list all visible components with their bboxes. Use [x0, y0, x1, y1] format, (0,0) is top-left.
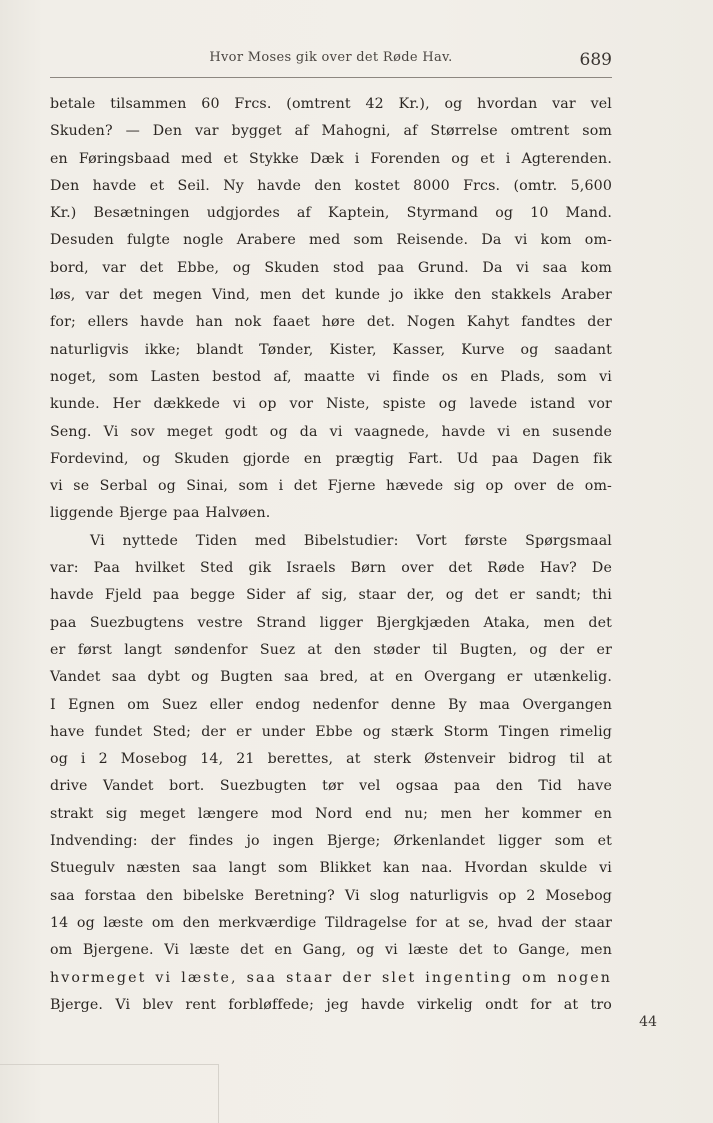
text-line: kunde. Her dækkede vi op vor Niste, spiste og lavede istand vor — [50, 396, 612, 413]
text-line: Desuden fulgte nogle Arabere med som Reisende. Da vi kom om- — [50, 232, 612, 249]
text-line: Vandet saa dybt og Bugten saa bred, at en Overgang er utænkelig. — [50, 669, 612, 686]
text-line: naturligvis ikke; blandt Tønder, Kister, Kasser, Kurve og saadant — [50, 341, 612, 358]
text-line: for; ellers havde han nok faaet høre det. Nogen Kahyt fandtes der — [50, 314, 612, 331]
text-line: Bjerge. Vi blev rent forbløffede; jeg havde virkelig ondt for at tro — [50, 996, 612, 1013]
text-line: Fordevind, og Skuden gjorde en prægtig Fart. Ud paa Dagen fik — [50, 450, 612, 467]
text-line: hvormeget vi læste, saa staar der slet ingenting om nogen — [50, 969, 612, 986]
body-text — [50, 91, 612, 1019]
text-line: var: Paa hvilket Sted gik Israels Børn over det Røde Hav? De — [50, 560, 612, 577]
header-rule — [50, 77, 612, 78]
text-line: have fundet Sted; der er under Ebbe og stærk Storm Tingen rimelig — [50, 723, 612, 740]
text-line: en Føringsbaad med et Stykke Dæk i Forenden og et i Agterenden. — [50, 150, 612, 167]
text-line: I Egnen om Suez eller endog nedenfor denne By maa Overgangen — [50, 696, 612, 713]
text-line: drive Vandet bort. Suezbugten tør vel ogsaa paa den Tid have — [50, 778, 612, 795]
text-line: saa forstaa den bibelske Beretning? Vi slog naturligvis op 2 Mosebog — [50, 887, 612, 904]
scan-artifact-line — [0, 1064, 218, 1065]
page-number: 689 — [579, 50, 612, 70]
text-line: strakt sig meget længere mod Nord end nu; men her kommer en — [50, 805, 612, 822]
signature-mark: 44 — [639, 1014, 657, 1030]
text-line: og i 2 Mosebog 14, 21 berettes, at sterk Østenveir bidrog til at — [50, 751, 612, 768]
text-line: vi se Serbal og Sinai, som i det Fjerne hævede sig op over de om- — [50, 478, 612, 495]
text-line: Kr.) Besætningen udgjordes af Kaptein, Styrmand og 10 Mand. — [50, 205, 612, 222]
text-line: betale tilsammen 60 Frcs. (omtrent 42 Kr.), og hvordan var vel — [50, 96, 612, 112]
text-line: om Bjergene. Vi læste det en Gang, og vi læste det to Gange, men — [50, 942, 612, 959]
running-header — [50, 48, 612, 72]
text-line: er først langt søndenfor Suez at den støder til Bugten, og der er — [50, 641, 612, 658]
text-line: 14 og læste om den merkværdige Tildragelse for at se, hvad der staar — [50, 914, 612, 931]
text-line: bord, var det Ebbe, og Skuden stod paa Grund. Da vi saa kom — [50, 259, 612, 276]
text-line: Vi nyttede Tiden med Bibelstudier: Vort første Spørgsmaal — [90, 532, 612, 549]
text-line: Seng. Vi sov meget godt og da vi vaagnede, havde vi en susende — [50, 423, 612, 440]
text-line: Skuden? — Den var bygget af Mahogni, af Størrelse omtrent som — [50, 123, 612, 140]
running-title: Hvor Moses gik over det Røde Hav. — [209, 50, 453, 65]
text-line: liggende Bjerge paa Halvøen. — [50, 505, 271, 522]
text-line: paa Suezbugtens vestre Strand ligger Bjergkjæden Ataka, men det — [50, 614, 612, 631]
text-line: løs, var det megen Vind, men det kunde jo ikke den stakkels Araber — [50, 287, 612, 304]
text-line: Indvending: der findes jo ingen Bjerge; Ørkenlandet ligger som et — [50, 833, 612, 850]
text-line: Den havde et Seil. Ny havde den kostet 8000 Frcs. (omtr. 5,600 — [50, 177, 612, 194]
text-line: Stuegulv næsten saa langt som Blikket kan naa. Hvordan skulde vi — [50, 860, 612, 877]
text-line: noget, som Lasten bestod af, maatte vi finde os en Plads, som vi — [50, 368, 612, 385]
text-line: havde Fjeld paa begge Sider af sig, staar der, og det er sandt; thi — [50, 587, 612, 604]
scan-artifact-line — [218, 1064, 219, 1123]
